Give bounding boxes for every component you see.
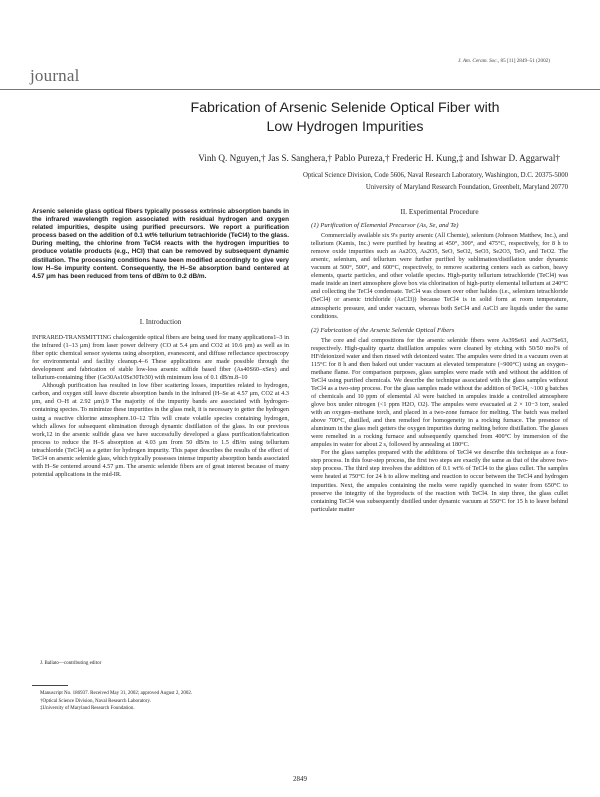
subsection-2-heading: (2) Fabrication of the Arsenic Selenide Optical Fibers xyxy=(311,326,455,334)
title-line-2: Low Hydrogen Impurities xyxy=(266,119,424,135)
introduction-section xyxy=(32,318,289,479)
affiliation-umrf: University of Maryland Research Foundation, Greenbelt, Maryland 20770 xyxy=(365,184,568,191)
header-rule xyxy=(0,89,600,90)
contributing-editor: J. Ballato—contributing editor xyxy=(40,661,102,666)
page-number: 2849 xyxy=(293,775,307,783)
footnote-nrl: †Optical Science Division, Naval Research Laboratory. xyxy=(40,698,151,704)
experimental-section xyxy=(311,208,568,514)
experimental-paragraph-1: Commercially available six 9's purity arsenic (All Chemie), selenium (Johnson Matthew, Inc.), and tellurium (Kamis, Inc.) were purified by heating at 450°, 300°, and 475°C, respectively, for 8 h to remove oxide impurities such as As2O3, As2O5, SeO, SeO2, SeO3, Se2O3, TeO, and TeO2. The arsenic, selenium, and tellurium were further purified by sublimation/distillation under dynamic vacuum at 500°, 500°, and 600°C, respectively, to remove scattering centers such as carbon, heavy elements, quartz particles, and other volatile species. High-purity tellurium tetrachloride (TeCl4) was made inside an inert atmosphere glove box via chlorination of high-purity elemental tellurium at 240°C and collecting the TeCl4 condensate. TeCl4 was chosen over other halides (i.e., selenium tetrachloride (SeCl4) or arsenic trichloride (AsCl3)) because TeCl4 is in solid form at room temperature, atmospheric pressure, and under vacuum, whereas both SeCl4 and AsCl3 are liquids under the same conditions. xyxy=(311,232,568,320)
experimental-heading: II. Experimental Procedure xyxy=(400,208,479,216)
experimental-paragraph-2: The core and clad compositions for the arsenic selenide fibers were As39Se61 and As37Se63, respectively. High-quality quartz distillation ampules were cleaned by etching with 50/50 mol% of HF/deionized water and then rinsed with deionized water. The ampules were dried in a vacuum oven at 115°C for 8 h and then baked out under vacuum at elevated temperature (~900°C) using an oxygen–methane flame. For comparison purposes, glass samples were made with and without the addition of TeCl4 using purified chemicals. We describe the technique associated with the glass samples without TeCl4 as a two-step process. For the glass samples made without the addition of TeCl4, ~100 g batches of chemicals and 10 ppm of elemental Al were batched in ampules inside a controlled atmosphere glove box under nitrogen (<1 ppm H2O, O2). The ampules were evacuated at 2 × 10−3 torr, sealed with an oxygen–methane torch, and placed in a two-zone furnace for melting. The batch was melted above 700°C, distilled, and then remelted for homogeneity in a rocking furnace. The presence of aluminum in the glass melt getters the oxygen impurities during melting before distillation. The glasses were remelted in a rocking furnace and subsequently quenched from 400°C by immersion of the ampules in water for about 2 s, followed by annealing at 180°C. xyxy=(311,336,568,449)
footnote-rule xyxy=(32,685,68,686)
introduction-heading: I. Introduction xyxy=(139,318,182,326)
affiliation-nrl: Optical Science Division, Code 5606, Naval Research Laboratory, Washington, D.C. 20375-5000 xyxy=(302,172,568,179)
title-line-1: Fabrication of Arsenic Selenide Optical Fiber with xyxy=(190,100,500,116)
experimental-paragraph-3: For the glass samples prepared with the additions of TeCl4 we describe this technique as a four-step process. In this four-step process, the first two steps are exactly the same as that of the above two-step process. The third step involves the addition of 0.1 wt% of TeCl4 to the glass cullet. The samples were heated at 750°C for 24 h to allow melting and reaction to occur between the TeCl4 and hydrogen impurities. Next, the ampules containing the melts were rapidly quenched in water from 650°C to preserve the integrity of the byproducts of the reaction with TeCl4. In step three, the glass cullet containing TeCl4 was subsequently distilled under dynamic vacuum at 550°C for 15 h to leave behind particulate matter xyxy=(311,449,568,513)
paper-title xyxy=(120,99,570,137)
journal-logo: journal xyxy=(30,66,80,85)
footnotes xyxy=(40,690,290,713)
manuscript-note: Manuscript No. 186937. Received May 31, 2002; approved August 2, 2002. xyxy=(40,691,193,696)
introduction-paragraph-1: INFRARED-TRANSMITTING chalcogenide optical fibers are being used for many applications1–3 in the infrared (1–13 μm) from laser power delivery (CO at 5.4 μm and CO2 at 10.6 μm) as well as in fiber optic chemical sensor systems using absorption, evanescent, and diffuse reflectance spectroscopy for environmental and facility cleanup.4–6 These applications are made possible through the development and fabrication of stable low-loss arsenic sulfide based fiber (As40S60–xSex) and tellurium-containing fiber (Ge30As10Se30Te30) with minimum loss of 0.1 dB/m.8–10 xyxy=(32,334,289,382)
author-list: Vinh Q. Nguyen,† Jas S. Sanghera,† Pablo Pureza,† Frederic H. Kung,‡ and Ishwar D. Aggarwal† xyxy=(198,153,560,163)
affiliations xyxy=(120,170,568,194)
footnote-umrf: ‡University of Maryland Research Foundation. xyxy=(40,706,135,711)
abstract: Arsenic selenide glass optical fibers typically possess extrinsic absorption bands in the infrared wavelength region associated with residual hydrogen and oxygen related impurities, despite using purified precursors. We report a purification process based on the addition of 0.1 wt% tellurium tetrachloride (TeCl4) to the glass. During melting, the chlorine from TeCl4 reacts with the hydrogen impurities to produce volatile products (e.g., HCl) that can be removed by subsequent dynamic distillation. The processing conditions have been modified accordingly to give very low H–Se impurity content. Consequently, the H–Se absorption band centered at 4.57 μm has been reduced from tens of dB/m to 0.2 dB/m. xyxy=(32,208,289,280)
subsection-1-heading: (1) Purification of Elemental Precursor (As, Se, and Te) xyxy=(311,222,459,230)
journal-reference: J. Am. Ceram. Soc., 85 [11] 2849–51 (2002) xyxy=(458,58,550,64)
introduction-paragraph-2: Although purification has resulted in low fiber scattering losses, impurities related to hydrogen, carbon, and oxygen still leave discrete absorption bands in the infrared (H–Se at 4.57 μm, CO2 at 4.3 μm, and O–H at 2.92 μm).9 The majority of the impurity bands are associated with hydrogen-containing species. To minimize these impurities in the glass melt, it is necessary to getter the hydrogen using a reactive chlorine atmosphere.10–12 This will create volatile species containing hydrogen, which allows for subsequent elimination through dynamic distillation of the glass. In our previous work,12 in the arsenic sulfide glass we have successfully developed a glass purification/fabrication process to reduce the H–S absorption at 4.03 μm from 50 dB/m to 1.5 dB/m using tellurium tetrachloride (TeCl4) as a getter for hydrogen impurity. This paper describes the results of the effect of TeCl4 on arsenic selenide glass, which typically possesses intense impurity absorption bands associated with H–Se centered around 4.57 μm. The arsenic selenide fibers are of great interest because of many potential applications in the mid-IR. xyxy=(32,382,289,478)
